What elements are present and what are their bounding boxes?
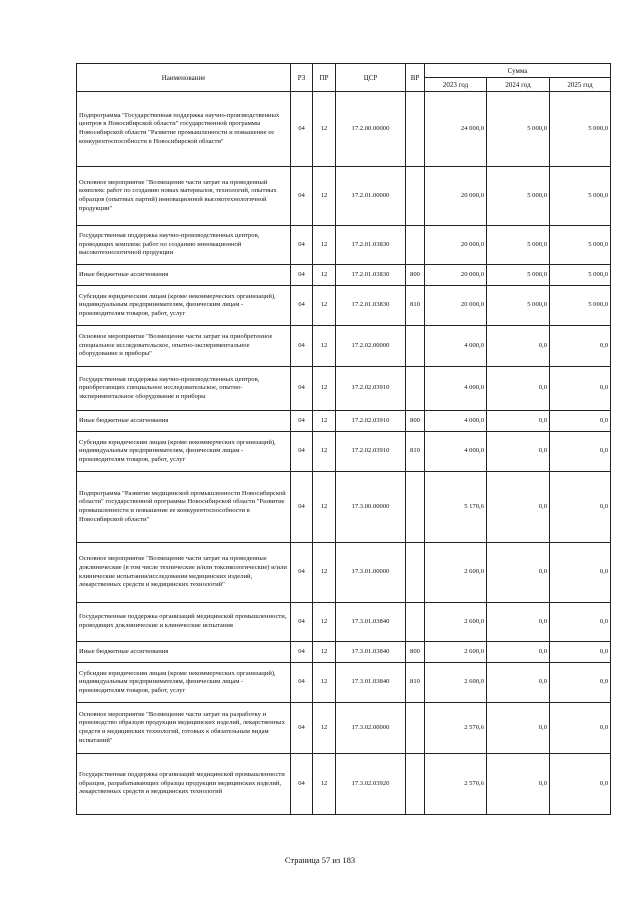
header-name: Наименование <box>77 64 291 92</box>
row-name: Государственная поддержка научно-производственных центров, проводящих комплекс работ по созданию инновационной высокотехнологичной продукции <box>77 226 291 265</box>
row-pr: 12 <box>313 411 336 432</box>
row-pr: 12 <box>313 367 336 411</box>
row-name: Государственная поддержка организаций медицинской промышленности образцов, разрабатывающих образцы продукции медицинских изделий, лекарственных средств и медицинских технологий <box>77 754 291 815</box>
row-vr <box>406 472 425 543</box>
row-name: Иные бюджетные ассигнования <box>77 642 291 663</box>
row-pr: 12 <box>313 543 336 603</box>
row-csr: 17.2.00.00000 <box>336 92 406 167</box>
row-rz: 04 <box>291 411 313 432</box>
row-vr <box>406 603 425 642</box>
row-2025: 5 000,0 <box>550 92 611 167</box>
header-2025: 2025 год <box>550 78 611 92</box>
row-2025: 0,0 <box>550 326 611 367</box>
row-name: Государственная поддержка научно-производственных центров, приобретающих специальное исследовательское, опытно-экспериментальное оборудование и приборы <box>77 367 291 411</box>
row-csr: 17.2.01.03830 <box>336 286 406 326</box>
row-2025: 0,0 <box>550 411 611 432</box>
table-row <box>77 286 611 326</box>
table-row <box>77 326 611 367</box>
row-vr <box>406 543 425 603</box>
row-2025: 5 000,0 <box>550 226 611 265</box>
header-2024: 2024 год <box>487 78 550 92</box>
row-2023: 20 000,0 <box>425 226 487 265</box>
row-2023: 2 600,0 <box>425 543 487 603</box>
row-pr: 12 <box>313 663 336 703</box>
row-rz: 04 <box>291 265 313 286</box>
row-rz: 04 <box>291 326 313 367</box>
row-2024: 5 000,0 <box>487 167 550 226</box>
row-pr: 12 <box>313 92 336 167</box>
row-2024: 0,0 <box>487 642 550 663</box>
row-name: Подпрограмма "Развитие медицинской промышленности Новосибирской области" государственной программы Новосибирской области "Развитие промышленности и повышение ее конкурентоспособности в Новосибирской области" <box>77 472 291 543</box>
header-vr: ВР <box>406 64 425 92</box>
row-rz: 04 <box>291 432 313 472</box>
row-2024: 5 000,0 <box>487 265 550 286</box>
row-vr <box>406 167 425 226</box>
row-2024: 5 000,0 <box>487 226 550 265</box>
row-rz: 04 <box>291 286 313 326</box>
budget-table <box>76 63 611 815</box>
row-pr: 12 <box>313 326 336 367</box>
row-2025: 0,0 <box>550 642 611 663</box>
table-row <box>77 167 611 226</box>
row-2024: 0,0 <box>487 367 550 411</box>
row-2023: 2 570,6 <box>425 754 487 815</box>
row-2025: 5 000,0 <box>550 286 611 326</box>
row-2023: 2 600,0 <box>425 642 487 663</box>
row-rz: 04 <box>291 167 313 226</box>
row-name: Основное мероприятие "Возмещение части затрат на проведенный комплекс работ по созданию новых материалов, технологий, опытных образцов (опытных партий) инновационной высокотехнологичной продукции" <box>77 167 291 226</box>
row-2024: 0,0 <box>487 432 550 472</box>
row-pr: 12 <box>313 642 336 663</box>
row-rz: 04 <box>291 603 313 642</box>
table-row <box>77 472 611 543</box>
row-2025: 5 000,0 <box>550 167 611 226</box>
row-rz: 04 <box>291 472 313 543</box>
row-2023: 5 170,6 <box>425 472 487 543</box>
row-rz: 04 <box>291 754 313 815</box>
header-pr: ПР <box>313 64 336 92</box>
table-row <box>77 265 611 286</box>
header-csr: ЦСР <box>336 64 406 92</box>
row-vr: 800 <box>406 411 425 432</box>
row-name: Подпрограмма "Государственная поддержка научно-производственных центров в Новосибирской области" государственной программы Новосибирской области "Развитие промышленности и повышение ее конкурентоспособности в Новосибирской области" <box>77 92 291 167</box>
row-2023: 4 000,0 <box>425 367 487 411</box>
row-2025: 0,0 <box>550 543 611 603</box>
row-pr: 12 <box>313 167 336 226</box>
row-2024: 0,0 <box>487 326 550 367</box>
row-2025: 0,0 <box>550 703 611 754</box>
row-2023: 2 570,6 <box>425 703 487 754</box>
row-vr <box>406 326 425 367</box>
row-csr: 17.2.02.03910 <box>336 411 406 432</box>
row-pr: 12 <box>313 432 336 472</box>
row-2023: 4 000,0 <box>425 432 487 472</box>
row-name: Иные бюджетные ассигнования <box>77 411 291 432</box>
row-2025: 0,0 <box>550 432 611 472</box>
row-csr: 17.3.00.00000 <box>336 472 406 543</box>
row-rz: 04 <box>291 642 313 663</box>
row-rz: 04 <box>291 92 313 167</box>
header-sums: Сумма <box>425 64 611 78</box>
row-csr: 17.3.01.03840 <box>336 642 406 663</box>
row-2024: 0,0 <box>487 543 550 603</box>
row-pr: 12 <box>313 226 336 265</box>
table-row <box>77 367 611 411</box>
row-2024: 5 000,0 <box>487 92 550 167</box>
row-name: Субсидии юридическим лицам (кроме некоммерческих организаций), индивидуальным предпринимателям, физическим лицам - производителям товаров, работ, услуг <box>77 286 291 326</box>
row-2024: 0,0 <box>487 411 550 432</box>
row-2023: 2 600,0 <box>425 603 487 642</box>
page-number: Страница 57 из 183 <box>284 855 356 865</box>
table-row <box>77 432 611 472</box>
row-csr: 17.2.02.00000 <box>336 326 406 367</box>
row-name: Основное мероприятие "Возмещение части затрат на проведенные доклинические (в том числе технические и/или токсикологические) и/или клинические испытания/исследования медицинских изделий, лекарственных средств и медицинских технологий" <box>77 543 291 603</box>
header-2023: 2023 год <box>425 78 487 92</box>
row-csr: 17.3.01.00000 <box>336 543 406 603</box>
row-2025: 0,0 <box>550 367 611 411</box>
row-pr: 12 <box>313 703 336 754</box>
row-csr: 17.3.02.03920 <box>336 754 406 815</box>
row-name: Иные бюджетные ассигнования <box>77 265 291 286</box>
row-2023: 20 000,0 <box>425 167 487 226</box>
table-row <box>77 411 611 432</box>
table-row <box>77 603 611 642</box>
header-rz: РЗ <box>291 64 313 92</box>
row-name: Субсидии юридическим лицам (кроме некоммерческих организаций), индивидуальным предпринимателям, физическим лицам - производителям товаров, работ, услуг <box>77 432 291 472</box>
table-row <box>77 754 611 815</box>
table-row <box>77 226 611 265</box>
row-vr <box>406 703 425 754</box>
row-2025: 0,0 <box>550 754 611 815</box>
row-vr <box>406 754 425 815</box>
row-vr: 810 <box>406 432 425 472</box>
row-rz: 04 <box>291 367 313 411</box>
row-pr: 12 <box>313 603 336 642</box>
row-csr: 17.3.01.03840 <box>336 663 406 703</box>
row-pr: 12 <box>313 265 336 286</box>
row-csr: 17.2.02.03910 <box>336 432 406 472</box>
row-2023: 4 000,0 <box>425 326 487 367</box>
row-vr: 800 <box>406 265 425 286</box>
row-vr: 810 <box>406 663 425 703</box>
row-2023: 20 000,0 <box>425 286 487 326</box>
table-row <box>77 543 611 603</box>
row-vr <box>406 367 425 411</box>
row-rz: 04 <box>291 543 313 603</box>
row-name: Основное мероприятие "Возмещение части затрат на приобретенное специальное исследовательское, опытно-экспериментальное оборудование и приборы" <box>77 326 291 367</box>
row-2024: 0,0 <box>487 603 550 642</box>
row-vr: 800 <box>406 642 425 663</box>
row-name: Субсидии юридическим лицам (кроме некоммерческих организаций), индивидуальным предпринимателям, физическим лицам - производителям товаров, работ, услуг <box>77 663 291 703</box>
row-2025: 0,0 <box>550 663 611 703</box>
row-csr: 17.2.01.03830 <box>336 226 406 265</box>
row-2023: 24 000,0 <box>425 92 487 167</box>
table-row <box>77 663 611 703</box>
table-row <box>77 703 611 754</box>
row-vr <box>406 226 425 265</box>
row-rz: 04 <box>291 226 313 265</box>
row-2025: 0,0 <box>550 472 611 543</box>
row-vr <box>406 92 425 167</box>
row-pr: 12 <box>313 754 336 815</box>
table-row <box>77 92 611 167</box>
row-csr: 17.2.01.00000 <box>336 167 406 226</box>
row-csr: 17.3.02.00000 <box>336 703 406 754</box>
row-name: Основное мероприятие "Возмещение части затрат на разработку и производство образцов продукции медицинских изделий, лекарственных средств и медицинских технологий, готовых к обязательным видам испытаний" <box>77 703 291 754</box>
row-2024: 0,0 <box>487 754 550 815</box>
row-csr: 17.2.02.03910 <box>336 367 406 411</box>
row-pr: 12 <box>313 286 336 326</box>
row-2025: 0,0 <box>550 603 611 642</box>
row-vr: 810 <box>406 286 425 326</box>
row-2024: 0,0 <box>487 472 550 543</box>
row-csr: 17.3.01.03840 <box>336 603 406 642</box>
row-2023: 20 000,0 <box>425 265 487 286</box>
row-2024: 5 000,0 <box>487 286 550 326</box>
row-2023: 4 000,0 <box>425 411 487 432</box>
row-2023: 2 600,0 <box>425 663 487 703</box>
table-row <box>77 642 611 663</box>
row-2024: 0,0 <box>487 703 550 754</box>
row-rz: 04 <box>291 663 313 703</box>
row-2025: 5 000,0 <box>550 265 611 286</box>
row-2024: 0,0 <box>487 663 550 703</box>
row-name: Государственная поддержка организаций медицинской промышленности, проводящих доклинические и клинические испытания <box>77 603 291 642</box>
row-csr: 17.2.01.03830 <box>336 265 406 286</box>
row-pr: 12 <box>313 472 336 543</box>
row-rz: 04 <box>291 703 313 754</box>
